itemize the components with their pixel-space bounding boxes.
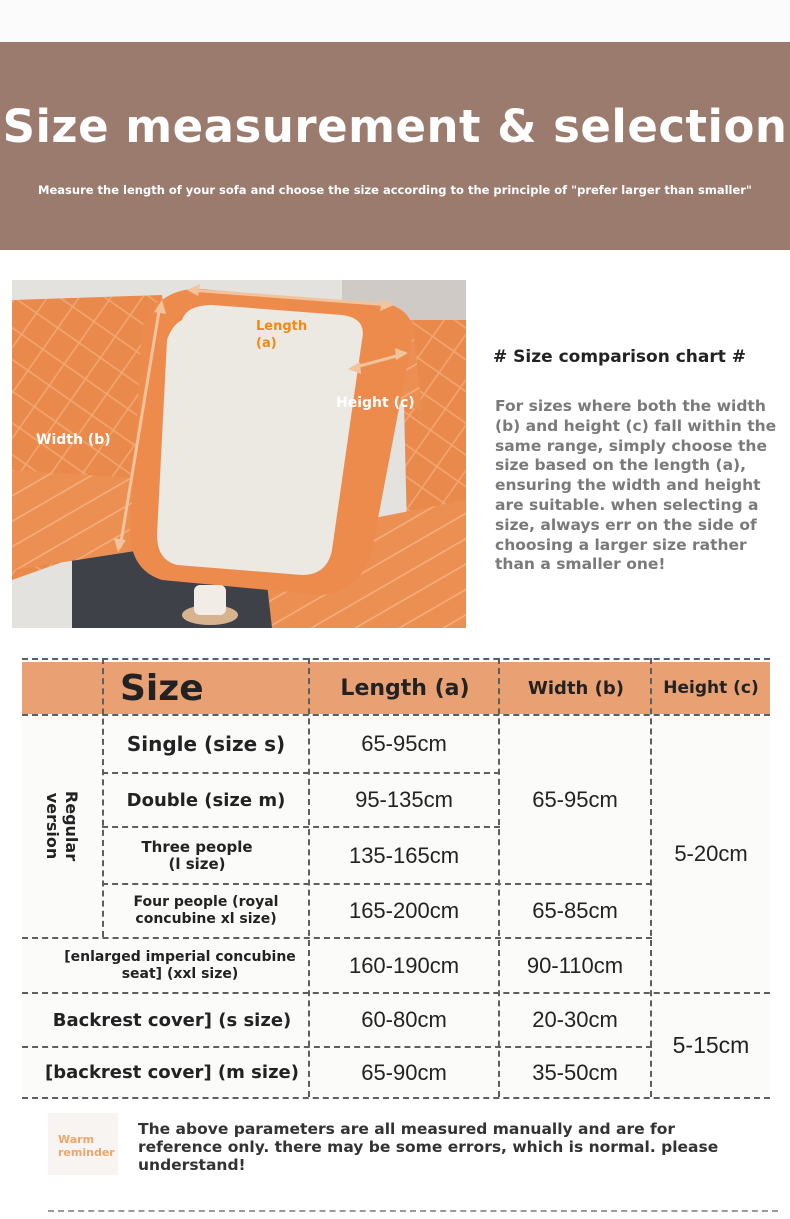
- table-border-bottom: [22, 1097, 770, 1099]
- row-xxl-width: 90-110cm: [526, 952, 624, 978]
- page-subtitle: Measure the length of your sofa and choose the size according to the principle of "prefer larger than smaller": [38, 183, 752, 197]
- length-label: [256, 318, 307, 352]
- row-single-name: Single (size s): [126, 732, 286, 756]
- length-label-line2: (a): [256, 336, 277, 351]
- row-xxl-name: [52, 939, 308, 992]
- row-single-length: 65-95cm: [361, 731, 447, 756]
- row-four-width: 65-85cm: [532, 898, 618, 923]
- height-label: Height (c): [336, 395, 415, 411]
- row-four-name-line1: Four people (royal: [133, 894, 279, 910]
- row-backrest-m-width: 35-50cm: [532, 1059, 618, 1085]
- warm-reminder-line1: Warm: [58, 1133, 95, 1146]
- row-xxl-name-line1: [enlarged imperial concubine: [64, 948, 296, 965]
- warm-reminder-badge: [48, 1113, 118, 1175]
- row-four-length: 165-200cm: [348, 898, 460, 923]
- row-three-length: 135-165cm: [348, 842, 460, 868]
- row-three-name: [104, 828, 290, 883]
- row-double-name: Double (size m): [126, 789, 286, 811]
- row-backrest-m-length: 65-90cm: [361, 1059, 447, 1085]
- row-backrest-s-name: Backrest cover] (s size): [52, 1009, 292, 1031]
- height-backrest-cell: 5-15cm: [672, 1032, 750, 1058]
- top-margin: [0, 0, 790, 42]
- header-length: Length (a): [340, 675, 470, 701]
- header-size: Size: [120, 667, 204, 709]
- row-backrest-s-width: 20-30cm: [532, 1007, 618, 1032]
- sofa-measurement-photo: [12, 280, 466, 628]
- length-label-line1: Length: [256, 319, 308, 334]
- row-three-name-line2: (l size): [168, 854, 226, 873]
- row-four-name-line2: concubine xl size): [135, 911, 277, 927]
- warm-reminder-line2: reminder: [58, 1146, 115, 1159]
- group-regular-version: [22, 714, 102, 937]
- header-banner: [0, 42, 790, 250]
- width-label: Width (b): [36, 432, 111, 448]
- height-regular-cell: 5-20cm: [674, 841, 748, 866]
- row-xxl-length: 160-190cm: [348, 952, 460, 978]
- bottom-divider: [48, 1210, 778, 1212]
- size-chart-description: For sizes where both the width (b) and height (c) fall within the same range, simply choose the size based on the length (a), ensuring the width and height are suitable. when selecting a size, always err on the side of choosing a larger size rather than a smaller one!: [495, 397, 777, 574]
- header-width: Width (b): [528, 677, 624, 699]
- row-four-name: [104, 885, 308, 937]
- page-title: Size measurement & selection: [2, 100, 788, 153]
- row-double-length: 95-135cm: [355, 787, 453, 812]
- row-backrest-s-length: 60-80cm: [361, 1007, 447, 1032]
- row-backrest-m-name: [backrest cover] (m size): [45, 1062, 299, 1083]
- disclaimer-note: The above parameters are all measured manually and are for reference only. there may be some errors, which is normal. please understand!: [138, 1120, 719, 1174]
- header-height: Height (c): [663, 678, 759, 698]
- sofa-illustration: [12, 280, 466, 628]
- group-regular-version-label: Regular version: [43, 790, 81, 861]
- size-table: [22, 658, 770, 1100]
- row-xxl-name-line2: seat] (xxl size): [121, 965, 239, 982]
- row-three-name-line1: Three people: [141, 837, 253, 856]
- merged-width-cell: 65-95cm: [532, 786, 618, 812]
- size-chart-title: # Size comparison chart #: [493, 347, 747, 367]
- table-border-top: [22, 658, 770, 660]
